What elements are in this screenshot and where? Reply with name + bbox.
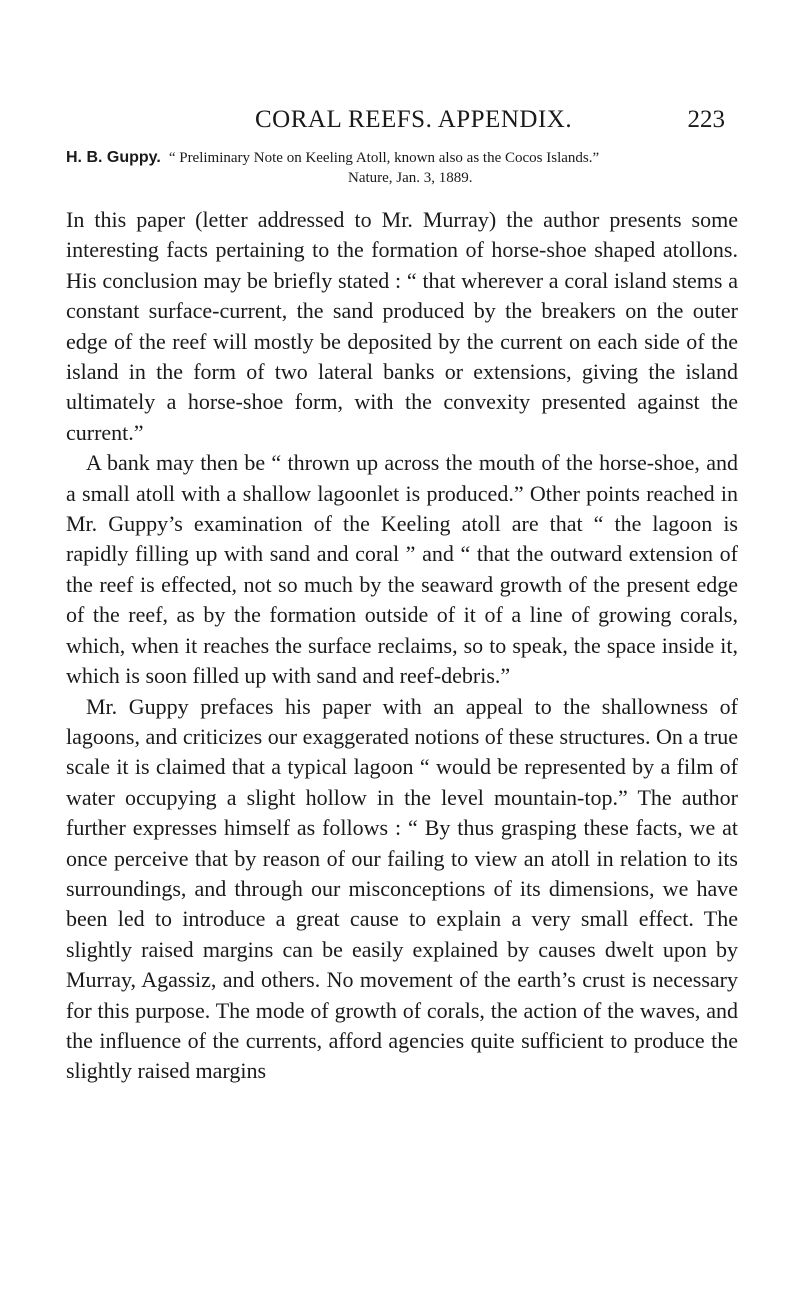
citation-author: H. B. Guppy.	[66, 149, 161, 166]
running-title: CORAL REEFS. APPENDIX.	[255, 106, 573, 133]
bibliographic-citation	[66, 148, 736, 188]
citation-source: Nature, Jan. 3, 1889.	[348, 170, 473, 186]
running-head	[0, 100, 800, 140]
page-number: 223	[687, 106, 725, 133]
paragraph-2: A bank may then be “ thrown up across the mouth of the horse-shoe, and a small atoll with a shallow lagoonlet is produced.” Other points reached in Mr. Guppy’s examination of the Keeling atoll are that “ the lagoon is rapidly filling up with sand and coral ” and “ that the outward extension of the reef is effected, not so much by the seaward growth of the present edge of the reef, as by the formation outside of it of a line of growing corals, which, when it reaches the surface reclaims, so to speak, the space inside it, which is soon filled up with sand and reef-debris.”	[66, 450, 738, 689]
paragraph-1: In this paper (letter addressed to Mr. Murray) the author presents some interesting facts pertaining to the formation of horse-shoe shaped atollons. His conclusion may be briefly stated : “ that wherever a coral island stems a constant surface-current, the sand produced by the breakers on the outer edge of the reef will mostly be deposited by the current on each side of the island in the form of two lateral banks or extensions, giving the island ultimately a horse-shoe form, with the convexity presented against the current.”	[66, 207, 738, 445]
body-text	[66, 205, 738, 1087]
paragraph-3: Mr. Guppy prefaces his paper with an appeal to the shallowness of lagoons, and criticizes our exaggerated notions of these structures. On a true scale it is claimed that a typical lagoon “ would be represented by a film of water occupying a slight hollow in the level mountain-top.” The author further expresses himself as follows : “ By thus grasping these facts, we at once perceive that by reason of our failing to view an atoll in relation to its surroundings, and through our misconceptions of its dimensions, we have been led to introduce a great cause to explain a very small effect. The slightly raised margins can be easily explained by causes dwelt upon by Murray, Agassiz, and others. No movement of the earth’s crust is necessary for this purpose. The mode of growth of corals, the action of the waves, and the influence of the currents, afford agencies quite sufficient to produce the slightly raised margins	[66, 693, 738, 1084]
citation-title: “ Preliminary Note on Keeling Atoll, known also as the Cocos Islands.”	[168, 150, 600, 166]
